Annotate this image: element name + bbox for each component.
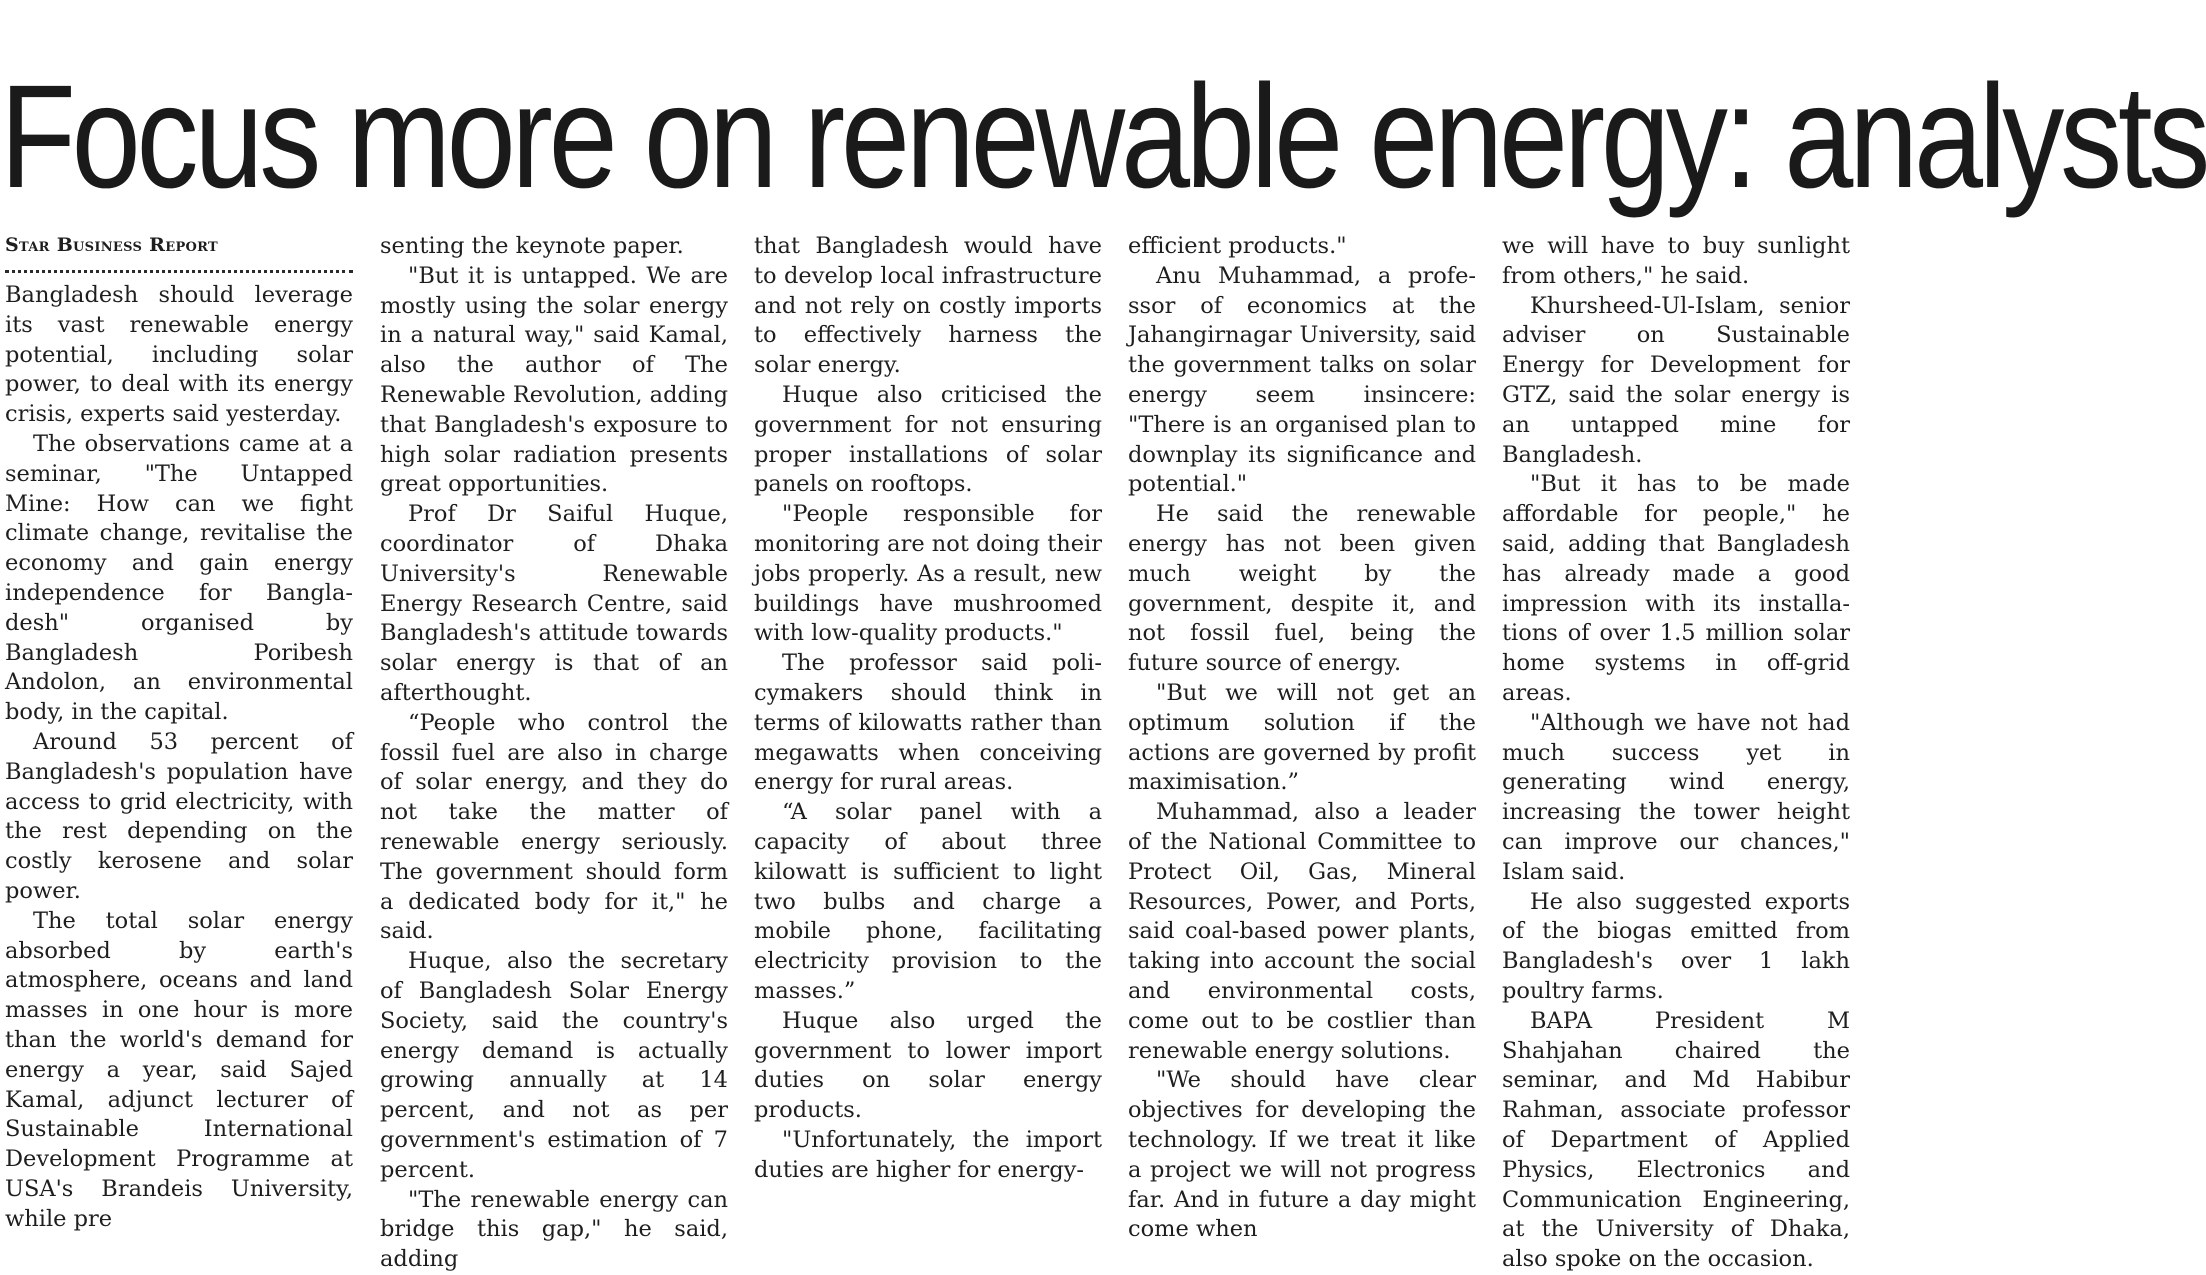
- article-paragraph: Muhammad, also a leader of the National Committee to Protect Oil, Gas, Mineral Resources, Power, and Ports, said coal-based power plants, taking into account the social and environmental costs, come out to be costlier than renewable energy solutions.: [1128, 799, 1476, 1064]
- article-paragraph: Huque also urged the government to lower import duties on solar energy products.: [754, 1007, 1102, 1124]
- article-paragraph: Around 53 percent of Bangladesh's population have access to grid electricity, with the rest depending on the costly kerosene and solar power.: [5, 728, 353, 904]
- article-column-5: [1502, 232, 1850, 1273]
- article-paragraph: "But it is untapped. We are mostly using the solar energy in a natural way," said Kamal, also the author of The Renewable Revolution, adding that Bangladesh's exposure to high solar radiation presents great opportunities.: [380, 262, 728, 498]
- article-paragraph: He also suggested exports of the biogas emitted from Bangladesh's over 1 lakh poultry farms.: [1502, 888, 1850, 1004]
- article-paragraph: The observations came at a seminar, "The Untapped Mine: How can we fight climate change, revitalise the economy and gain energy independence for Bangladesh" organised by Bangladesh Poribesh Andolon, an environmental body, in the capital.: [5, 430, 353, 726]
- article-paragraph: “A solar panel with a capacity of about three kilowatt is sufficient to light two bulbs and charge a mobile phone, facilitating electricity provision to the masses.”: [754, 799, 1102, 1004]
- article-paragraph: He said the renewable energy has not been given much weight by the government, despite it, and not fossil fuel, being the future source of energy.: [1128, 501, 1476, 677]
- article-column-3: [754, 232, 1103, 1183]
- byline: Star Business Report: [5, 234, 218, 256]
- article-paragraph: “People who control the fossil fuel are also in charge of solar energy, and they do not take the matter of renewable energy seriously. The government should form a dedicated body for it," he said.: [380, 709, 728, 945]
- article-column-2: [380, 232, 728, 1273]
- article-paragraph: "But we will not get an optimum solution if the actions are governed by profit maximisation.”: [1128, 679, 1476, 796]
- article-paragraph: "Although we have not had much success yet in generating wind energy, increasing the tower height can improve our chances," Islam said.: [1502, 709, 1850, 885]
- byline-divider: [5, 260, 353, 273]
- article-paragraph: efficient products.": [1128, 233, 1347, 259]
- article-paragraph: The total solar energy absorbed by earth's atmosphere, oceans and land masses in one hour is more than the world's demand for energy a year, said Sajed Kamal, adjunct lecturer of Sustainable International Development Programme at USA's Brandeis University, while pre: [5, 907, 353, 1232]
- article-paragraph: Huque also criticised the government for not ensuring proper installations of solar panels on rooftops.: [754, 381, 1102, 498]
- article-paragraph: senting the keynote paper.: [380, 233, 684, 259]
- article-paragraph: BAPA President M Shahjahan chaired the seminar, and Md Habibur Rahman, associate professor of Department of Applied Physics, Electronics and Communication Engineering, at the University of Dhaka, also spoke on the occasion.: [1502, 1007, 1850, 1273]
- article-paragraph: "People responsible for monitoring are not doing their jobs properly. As a result, new buildings have mushroomed with low-quality products.": [754, 501, 1103, 647]
- article-paragraph: "Unfortunately, the import duties are higher for energy-: [754, 1126, 1102, 1183]
- article-paragraph: "But it has to be made affordable for people," he said, adding that Bangladesh has already made a good impression with its installations of over 1.5 million solar home systems in off-grid areas.: [1502, 471, 1850, 706]
- article-paragraph: Khursheed-Ul-Islam, senior adviser on Sustainable Energy for Development for GTZ, said the solar energy is an untapped mine for Bangladesh.: [1502, 292, 1850, 468]
- article-paragraph: "We should have clear objectives for developing the technology. If we treat it like a project we will not progress far. And in future a day might come when: [1128, 1067, 1476, 1243]
- article-paragraph: Anu Muhammad, a professor of economics at the Jahangirnagar University, said the government talks on solar energy seem insincere: "There is an organised plan to downplay its significance and potential.": [1128, 262, 1476, 498]
- article-paragraph: "The renewable energy can bridge this gap," he said, adding: [380, 1186, 728, 1273]
- article-paragraph: we will have to buy sunlight from others," he said.: [1502, 233, 1850, 289]
- article-paragraph: that Bangladesh would have to develop local infrastructure and not rely on costly imports to effectively harness the solar energy.: [754, 233, 1102, 379]
- headline: Focus more on renewable energy: analysts: [0, 55, 2206, 219]
- article-column-1: [5, 232, 353, 1232]
- article-paragraph: Huque, also the secretary of Bangladesh Solar Energy Society, said the country's energy demand is actually growing annually at 14 percent, and not as per government's estimation of 7 percent.: [380, 948, 728, 1183]
- article-paragraph: The professor said policymakers should think in terms of kilowatts rather than megawatts when conceiving energy for rural areas.: [754, 650, 1102, 796]
- article-column-4: [1128, 232, 1476, 1243]
- article-paragraph: Bangladesh should leverage its vast renewable energy potential, including solar power, to deal with its energy crisis, experts said yesterday.: [5, 282, 353, 428]
- article-paragraph: Prof Dr Saiful Huque, coordinator of Dhaka University's Renewable Energy Research Centre, said Bangladesh's attitude towards solar energy is that of an afterthought.: [380, 501, 728, 706]
